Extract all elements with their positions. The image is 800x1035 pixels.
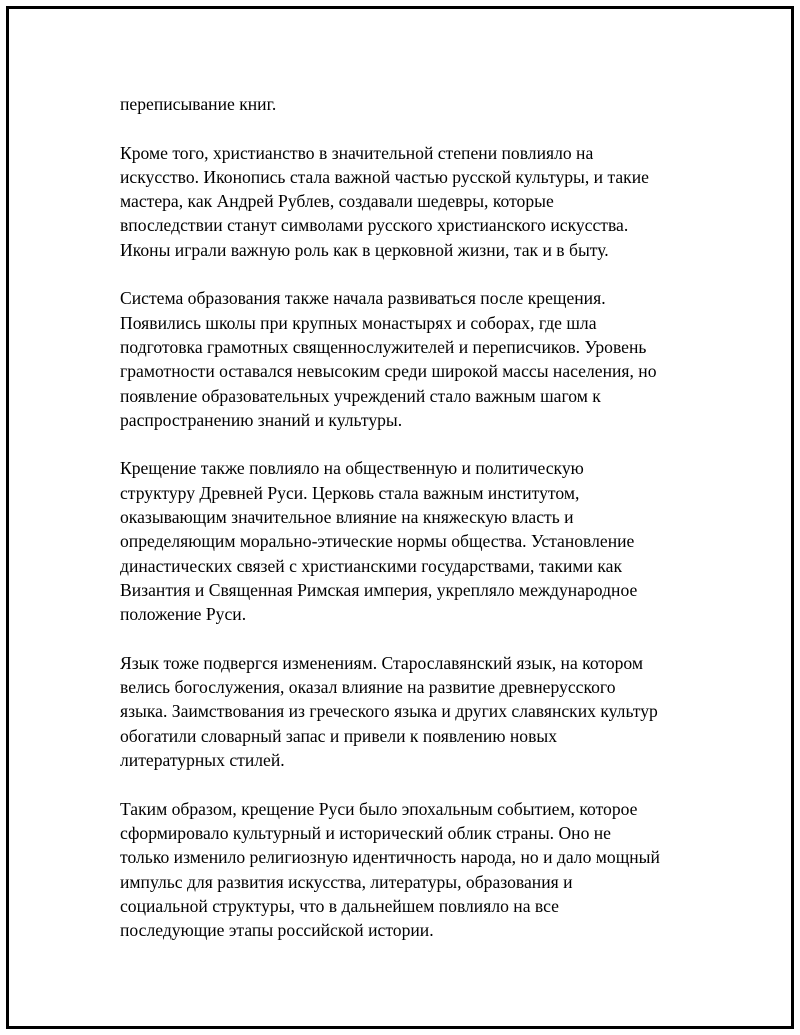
text-line: литературных стилей.	[120, 750, 285, 771]
text-line: Система образования также начала развиваться после крещения.	[120, 288, 606, 309]
text-line: последующие этапы российской истории.	[120, 920, 434, 941]
text-line: оказывающим значительное влияние на княжескую власть и	[120, 507, 574, 528]
text-line: переписывание книг.	[120, 94, 277, 114]
text-line: социальной структуры, что в дальнейшем повлияло на все	[120, 895, 559, 916]
text-line: впоследствии станут символами русского христианского искусства.	[120, 215, 629, 236]
paragraph-3	[120, 286, 720, 432]
paragraph-6	[120, 797, 720, 943]
text-line: положение Руси.	[120, 604, 247, 625]
text-line: искусство. Иконопись стала важной частью русской культуры, и такие	[120, 166, 649, 187]
text-line: Кроме того, христианство в значительной степени повлияло на	[120, 142, 594, 163]
text-line: Иконы играли важную роль как в церковной жизни, так и в быту.	[120, 239, 609, 260]
text-line: языка. Заимствования из греческого языка и других славянских культур	[120, 701, 658, 722]
paragraph-1	[120, 92, 720, 116]
page-frame	[6, 6, 794, 1029]
text-line: структуру Древней Руси. Церковь стала важным институтом,	[120, 482, 580, 503]
paragraph-5	[120, 651, 720, 772]
text-line: обогатили словарный запас и привели к появлению новых	[120, 725, 558, 746]
text-line: Крещение также повлияло на общественную и политическую	[120, 458, 584, 479]
text-line: династических связей с христианскими государствами, такими как	[120, 555, 623, 576]
text-line: появление образовательных учреждений стало важным шагом к	[120, 385, 601, 406]
text-line: мастера, как Андрей Рублев, создавали шедевры, которые	[120, 191, 554, 212]
text-line: определяющим морально-этические нормы общества. Установление	[120, 531, 635, 552]
text-line: только изменило религиозную идентичность народа, но и дало мощный	[120, 847, 660, 868]
text-line: грамотности оставался невысоким среди широкой массы населения, но	[120, 361, 657, 382]
text-line: распространению знаний и культуры.	[120, 409, 403, 430]
text-line: Византия и Священная Римская империя, укрепляло международное	[120, 579, 638, 600]
paragraph-4	[120, 456, 720, 626]
paragraph-2	[120, 141, 720, 262]
text-line: Появились школы при крупных монастырях и соборах, где шла	[120, 312, 597, 333]
text-line: сформировало культурный и исторический облик страны. Оно не	[120, 822, 611, 843]
text-line: Язык тоже подвергся изменениям. Старославянский язык, на котором	[120, 652, 644, 673]
text-line: велись богослужения, оказал влияние на развитие древнерусского	[120, 677, 616, 698]
text-line: импульс для развития искусства, литературы, образования и	[120, 871, 573, 892]
text-line: Таким образом, крещение Руси было эпохальным событием, которое	[120, 798, 638, 819]
text-line: подготовка грамотных священнослужителей и переписчиков. Уровень	[120, 336, 647, 357]
document-body	[120, 92, 720, 967]
